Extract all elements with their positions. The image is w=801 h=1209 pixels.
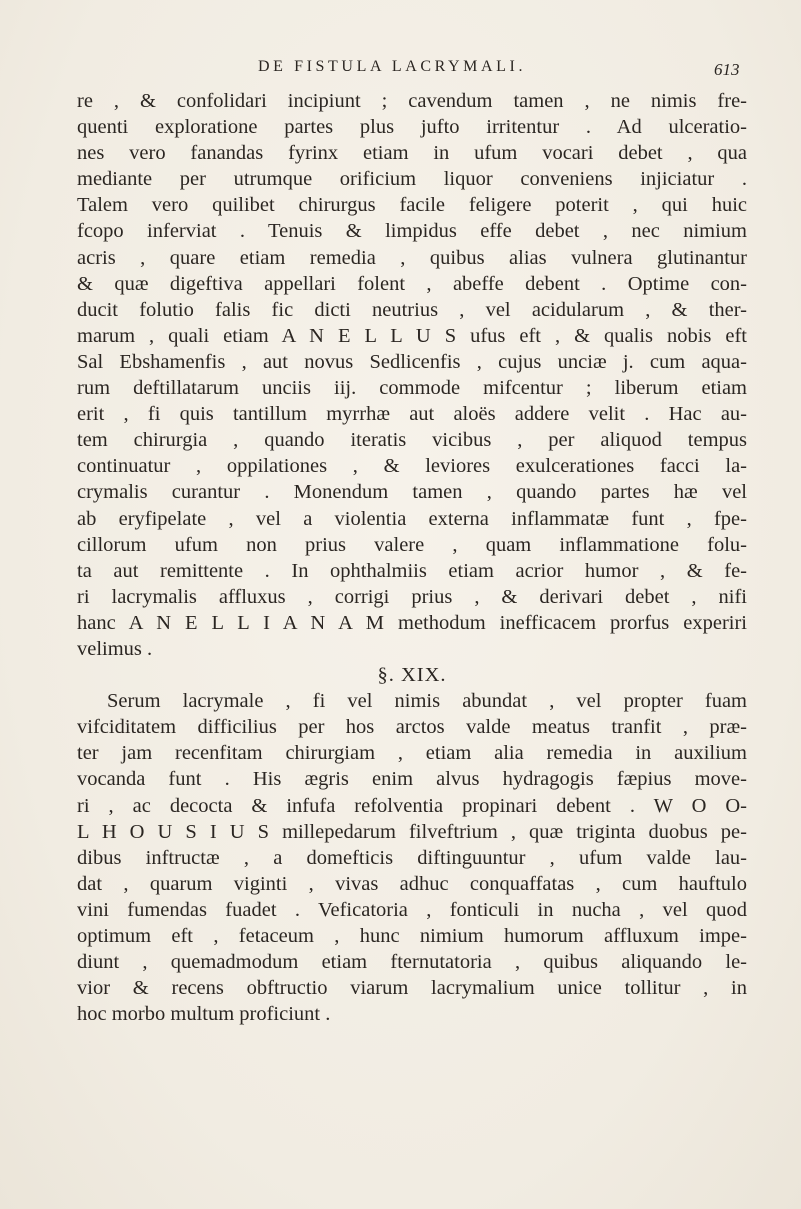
text-line: tem chirurgia , quando iteratis vicibus , per aliquod tempus (77, 429, 747, 452)
text-line: marum , quali etiam A N E L L U S ufus eft , & qualis nobis eft (77, 324, 747, 347)
text-line: hanc A N E L L I A N A M methodum inefficacem prorfus experiri (77, 611, 747, 634)
text-line: & quæ digeftiva appellari folent , abeffe debent . Optime con- (77, 272, 747, 295)
text-line: re , & confolidari incipiunt ; cavendum tamen , ne nimis fre- (77, 90, 747, 112)
section-heading: §. XIX. (377, 664, 447, 687)
text-line: rum deftillatarum unciis iij. commode mifcentur ; liberum etiam (77, 377, 747, 400)
text-line: nes vero fanandas fyrinx etiam in ufum vocari debet , qua (77, 142, 747, 165)
text-line: erit , fi quis tantillum myrrhæ aut aloës addere velit . Hac au- (77, 403, 747, 426)
text-line: dat , quarum viginti , vivas adhuc conquaffatas , cum hauftulo (77, 872, 747, 895)
text-line: Talem vero quilibet chirurgus facile feligere poterit , qui huic (77, 194, 747, 217)
text-line: vior & recens obftructio viarum lacrymalium unice tollitur , in (77, 977, 747, 1000)
text-line: optimum eft , fetaceum , hunc nimium humorum affluxum impe- (77, 925, 747, 947)
text-line: quenti exploratione partes plus jufto irritentur . Ad ulceratio- (77, 116, 747, 139)
text-line: dibus inftructæ , a domefticis diftinguuntur , ufum valde lau- (77, 846, 747, 869)
text-line: Serum lacrymale , fi vel nimis abundat , vel propter fuam (107, 690, 747, 713)
text-line: hoc morbo multum proficiunt . (77, 1003, 331, 1026)
text-line: ducit folutio falis fic dicti neutrius , vel acidularum , & ther- (77, 298, 747, 321)
text-line: acris , quare etiam remedia , quibus alias vulnera glutinantur (77, 246, 747, 269)
text-line: vifciditatem difficilius per hos arctos valde meatus tranfit , præ- (77, 716, 747, 739)
text-line: vocanda funt . His ægris enim alvus hydragogis fæpius move- (77, 768, 747, 791)
text-line: fcopo inferviat . Tenuis & limpidus effe debet , nec nimium (77, 220, 747, 243)
text-line: L H O U S I U S millepedarum filveftrium , quæ triginta duobus pe- (77, 820, 747, 843)
text-line: diunt , quemadmodum etiam fternutatoria , quibus aliquando le- (77, 951, 747, 974)
text-line: ab eryfipelate , vel a violentia externa inflammatæ funt , fpe- (77, 507, 747, 530)
text-line: ri lacrymalis affluxus , corrigi prius , & derivari debet , nifi (77, 585, 747, 608)
page-number: 613 (714, 60, 740, 79)
running-title: DE FISTULA LACRYMALI. (258, 58, 527, 75)
text-line: vini fumendas fuadet . Veficatoria , fonticuli in nucha , vel quod (77, 898, 747, 921)
text-line: continuatur , oppilationes , & leviores exulcerationes facci la- (77, 455, 747, 478)
text-line: ta aut remittente . In ophthalmiis etiam acrior humor , & fe- (77, 559, 747, 582)
text-line: ter jam recenfitam chirurgiam , etiam alia remedia in auxilium (77, 742, 747, 765)
text-line: Sal Ebshamenfis , aut novus Sedlicenfis , cujus unciæ j. cum aqua- (77, 350, 747, 373)
text-line: crymalis curantur . Monendum tamen , quando partes hæ vel (77, 481, 747, 504)
page-header (0, 58, 801, 88)
body-text (77, 88, 747, 1027)
text-line: mediante per utrumque orificium liquor conveniens injiciatur . (77, 168, 747, 191)
text-line: velimus . (77, 637, 153, 660)
text-line: cillorum ufum non prius valere , quam inflammatione folu- (77, 533, 747, 556)
text-line: ri , ac decocta & infufa refolventia propinari debent . W O O- (77, 794, 747, 817)
